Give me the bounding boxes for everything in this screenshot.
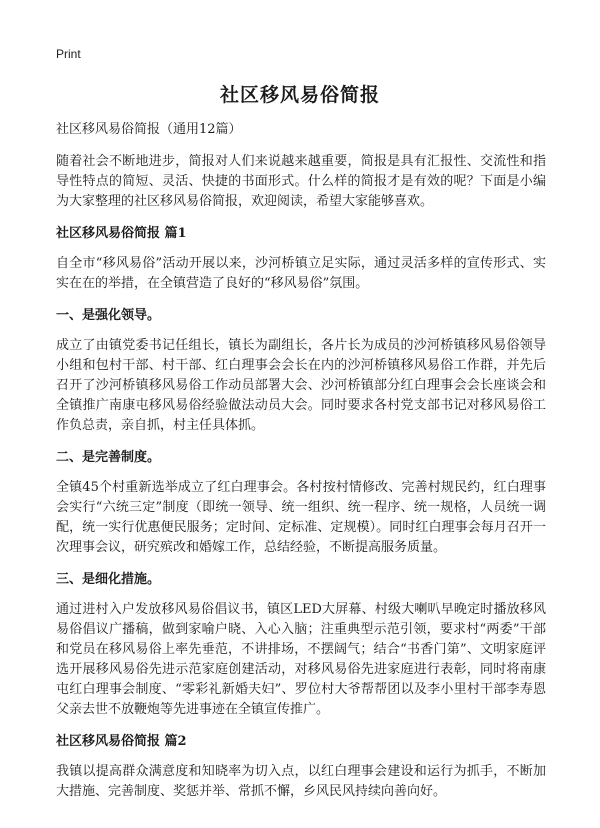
point3-heading: 三、是细化措施。 bbox=[56, 572, 161, 587]
document-body bbox=[56, 120, 546, 814]
page-title: 社区移风易俗简报 bbox=[219, 84, 380, 106]
section2-heading: 社区移风易俗简报 篇2 bbox=[56, 734, 187, 749]
document-subtitle: 社区移风易俗简报（通用12篇） bbox=[56, 122, 242, 137]
section1-heading: 社区移风易俗简报 篇1 bbox=[56, 226, 187, 241]
point2-paragraph: 全镇45个村重新选举成立了红白理事会。各村按村情修改、完善村规民约，红白理事会实行“六统三定”制度（即统一领导、统一组织、统一程序、统一规格，人员统一调配，统一实行优惠便民服务；定时间、定标准、定规模）。同时红白理事会每月召开一次理事会议，研究殡改和婚嫁工作，总结经验，不断提高服务质量。 bbox=[56, 480, 546, 555]
print-label[interactable]: Print bbox=[56, 47, 81, 61]
point3-paragraph: 通过进村入户发放移风易俗倡议书，镇区LED大屏幕、村级大喇叭早晚定时播放移风易俗倡议广播稿，做到家喻户晓、入心入脑；注重典型示范引领，要求村“两委”干部和党员在移风易俗上率先垂范，不讲排场，不摆阔气；结合“书香门第”、文明家庭评选开展移风易俗先进示范家庭创建活动，对移风易俗先进家庭进行表彰，同时将南康屯红白理事会制度、“零彩礼新婚夫妇”、罗位村大爷帮帮团以及李小里村干部李寿恩父亲去世不放鞭炮等先进事迹在全镇宣传推广。 bbox=[56, 602, 546, 717]
point2-heading: 二、是完善制度。 bbox=[56, 450, 161, 465]
point1-heading: 一、是强化领导。 bbox=[56, 308, 161, 323]
point1-paragraph: 成立了由镇党委书记任组长，镇长为副组长，各片长为成员的沙河桥镇移风易俗领导小组和包村干部、村干部、红白理事会会长在内的沙河桥镇移风易俗工作群，并先后召开了沙河桥镇移风易俗工作动员部署大会、沙河桥镇部分红白理事会会长座谈会和全镇推广南康屯移风易俗经验做法动员大会。同时要求各村党支部书记对移风易俗工作负总责，亲自抓，村主任具体抓。 bbox=[56, 338, 546, 433]
section1-lead: 自全市“移风易俗”活动开展以来，沙河桥镇立足实际，通过灵活多样的宣传形式、实实在在的举措，在全镇营造了良好的“移风易俗”氛围。 bbox=[56, 256, 546, 291]
section2-lead: 我镇以提高群众满意度和知晓率为切入点，以红白理事会建设和运行为抓手，不断加大措施、完善制度、奖惩并举、常抓不懈，乡风民风持续向善向好。 bbox=[56, 764, 546, 799]
intro-paragraph: 随着社会不断地进步，简报对人们来说越来越重要，简报是具有汇报性、交流性和指导性特点的简短、灵活、快捷的书面形式。什么样的简报才是有效的呢？下面是小编为大家整理的社区移风易俗简报，欢迎阅读，希望大家能够喜欢。 bbox=[56, 154, 546, 209]
